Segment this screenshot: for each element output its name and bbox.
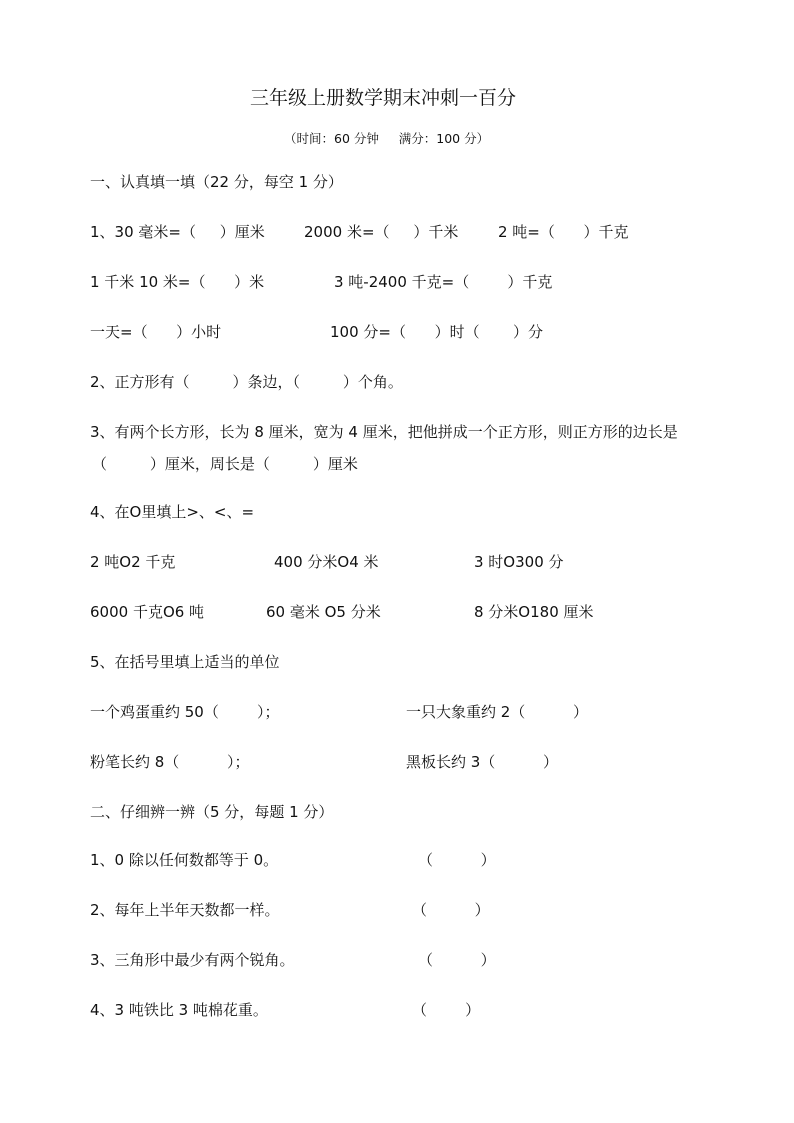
q1-item-d: 1 千米 10 米=（ ）米 [90,273,265,291]
q2-text: 2、正方形有（ ）条边，（ ）个角。 [90,373,403,391]
q4-item: 6000 千克O6 吨 [90,603,205,621]
section-2-heading: 二、仔细辨一辨（5 分，每题 1 分） [90,803,334,821]
q1-item-a: 1、30 毫米=（ ）厘米 [90,223,265,241]
q1-item-b: 2000 米=（ ）千米 [304,223,459,241]
q5-item: 一个鸡蛋重约 50（ ）； [90,703,280,721]
q1-item-c: 2 吨=（ ）千克 [498,223,629,241]
q1-item-g: 100 分=（ ）时（ ）分 [330,323,543,341]
q5-item: 粉笔长约 8（ ）； [90,753,250,771]
judge-item-blank: （ ） [412,1001,481,1019]
page-title: 三年级上册数学期末冲刺一百分 [250,87,517,109]
q5-prompt: 5、在括号里填上适当的单位 [90,653,280,671]
q4-item: 400 分米O4 米 [274,553,379,571]
q3-line-1: 3、有两个长方形，长为 8 厘米，宽为 4 厘米，把他拼成一个正方形，则正方形的边长是 [90,423,678,441]
q1-item-e: 3 吨-2400 千克=（ ）千克 [334,273,553,291]
q4-item: 3 时O300 分 [474,553,564,571]
exam-time-and-score: （时间：60 分钟 满分：100 分） [284,131,490,146]
judge-item-text: 2、每年上半年天数都一样。 [90,901,280,919]
judge-item-blank: （ ） [418,851,496,869]
judge-item-text: 1、0 除以任何数都等于 0。 [90,851,279,869]
judge-item-blank: （ ） [418,951,496,969]
q1-item-f: 一天=（ ）小时 [90,323,222,341]
judge-item-text: 3、三角形中最少有两个锐角。 [90,951,295,969]
q4-item: 60 毫米 O5 分米 [266,603,381,621]
judge-item-blank: （ ） [412,901,490,919]
q4-item: 8 分米O180 厘米 [474,603,594,621]
q4-prompt: 4、在O里填上>、<、= [90,503,255,521]
q4-item: 2 吨O2 千克 [90,553,176,571]
section-1-heading: 一、认真填一填（22 分，每空 1 分） [90,173,343,191]
q5-item: 黑板长约 3（ ） [406,753,558,771]
judge-item-text: 4、3 吨铁比 3 吨棉花重。 [90,1001,268,1019]
q5-item: 一只大象重约 2（ ） [406,703,588,721]
q3-line-2: （ ）厘米，周长是（ ）厘米 [92,455,358,473]
